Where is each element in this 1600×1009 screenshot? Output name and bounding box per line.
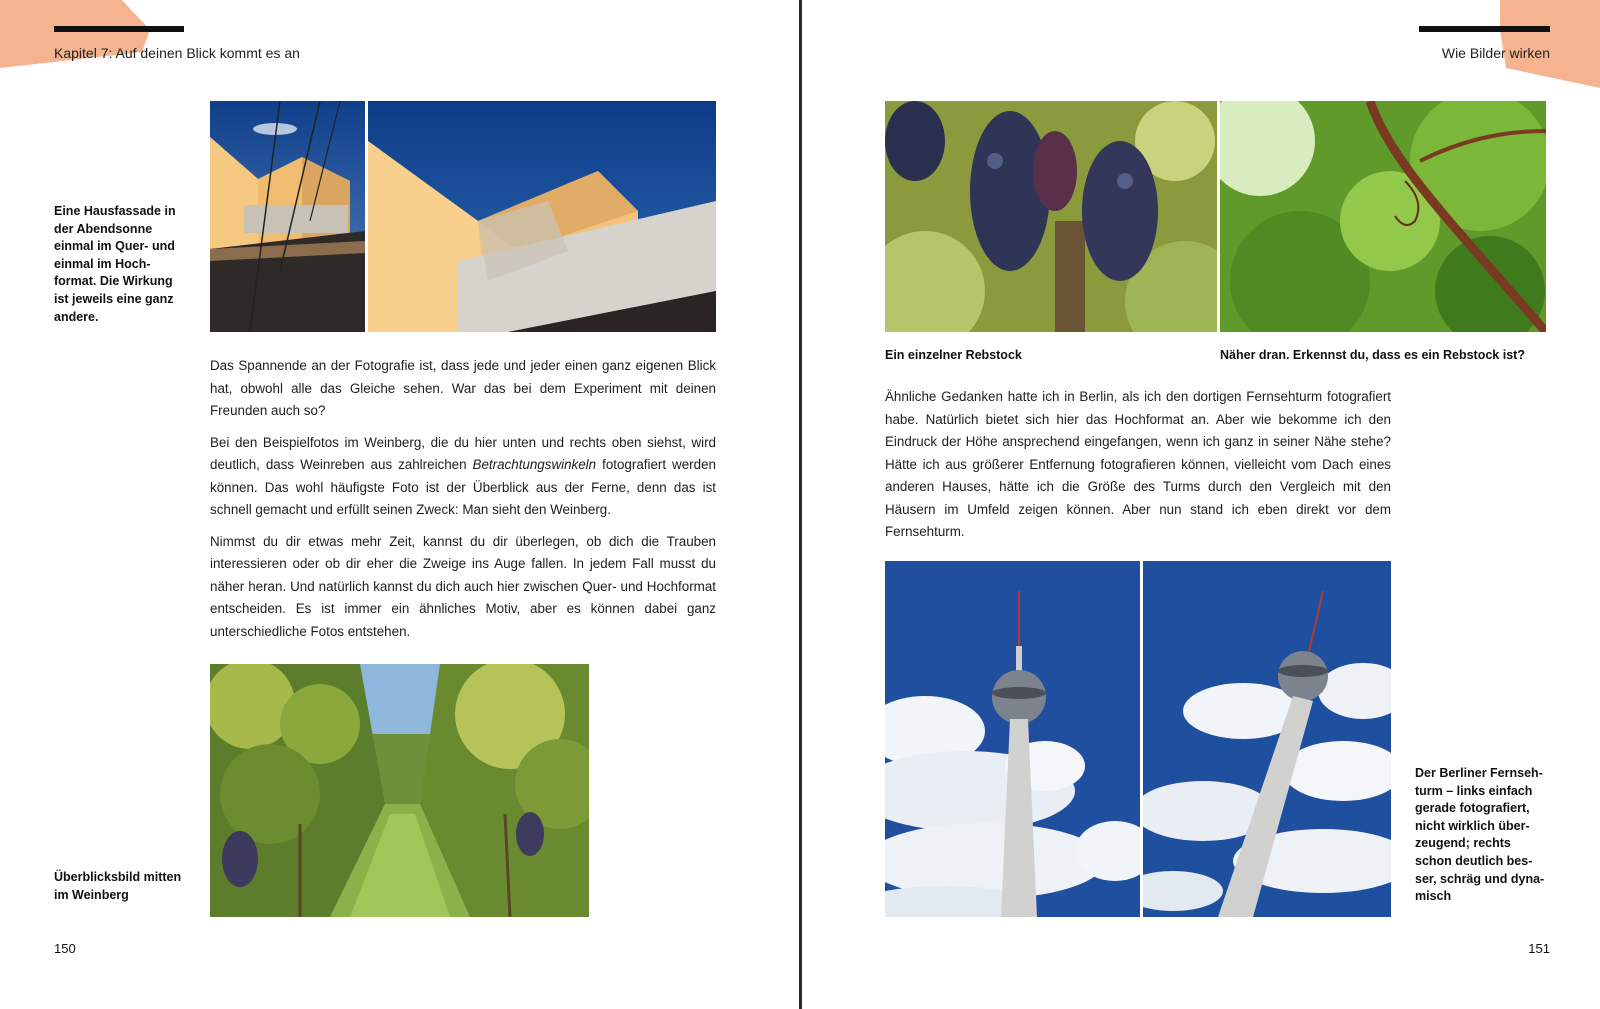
paragraph-1: Das Spannende an der Fotografie ist, dass jede und jeder einen ganz eigenen Blick hat, obwohl alle das Gleiche sehen. War das bei dem Experiment mit deinen Freunden auch so? (210, 358, 716, 418)
emphasis-term: Betrachtungswinkeln (472, 457, 597, 472)
paragraph-3: Nimmst du dir etwas mehr Zeit, kannst du dir überlegen, ob dich die Trauben interessieren oder ob dir eher die Zweige ins Auge fallen. In jedem Fall musst du näher heran. Und natürlich kannst du dich auch hier zwischen Quer- und Hochformat entscheiden. Es ist immer ein ähnliches Motiv, aber es können dabei ganz unterschiedliche Fotos entstehen. (210, 533, 716, 639)
photo-caption-facade: Eine Hausfassade in der Abendsonne einmal im Quer- und einmal im Hoch-format. Die Wirkung ist jeweils eine ganz andere. (54, 204, 176, 324)
tv-tower-straight-photo (885, 561, 1140, 917)
running-head: Kapitel 7: Auf deinen Blick kommt es an (54, 45, 300, 61)
paragraph-2-start: Bei den Beispielfotos im Weinberg, die du hier unten und rechts oben siehst, wird deutlich, dass Weinreben aus zahlreichen (210, 434, 716, 472)
grapevine-photo (885, 101, 1217, 332)
header-rule (54, 26, 184, 32)
body-text-left (210, 355, 716, 652)
photo-caption-tower: Der Berliner Fernseh-turm – links einfach gerade fotografiert, nicht wirklich über-zeugend; rechts schon deutlich bes-ser, schräg und dyna-misch (1415, 766, 1545, 904)
photo-caption-grapes: Ein einzelner Rebstock (885, 348, 1022, 362)
paragraph-2-end: fotografiert werden können. Das wohl häufigste Foto ist der Überblick aus der Ferne, denn das ist schnell gemacht und erfüllt seinen Zweck: Man sieht den Weinberg. (210, 457, 716, 517)
facade-landscape-photo (368, 101, 716, 332)
body-text-right (885, 386, 1391, 553)
paragraph-2 (210, 432, 716, 522)
page-number: 151 (1528, 941, 1550, 956)
photo-caption-vineyard: Überblicksbild mitten im Weinberg (54, 870, 182, 902)
photo-caption-vine-detail: Näher dran. Erkennst du, dass es ein Rebstock ist? (1220, 348, 1525, 362)
running-head: Wie Bilder wirken (1441, 45, 1550, 61)
tv-tower-tilted-photo (1143, 561, 1391, 917)
vineyard-overview-photo (210, 664, 589, 917)
corner-accent-shape (0, 0, 150, 75)
header-rule (1419, 26, 1550, 32)
facade-portrait-photo (210, 101, 365, 332)
page-number: 150 (54, 941, 76, 956)
paragraph-1: Ähnliche Gedanken hatte ich in Berlin, als ich den dortigen Fernsehturm fotografiert habe. Natürlich bietet sich hier das Hochformat an. Aber wie bekomme ich den Eindruck der Höhe ansprechend eingefangen, wenn ich ganz in seiner Nähe stehe? Hätte ich aus größerer Entfernung fotografieren können, vielleicht vom Dach eines anderen Hauses, hätte ich die Größe des Turms durch den Vergleich mit den Häusern im Umfeld zeigen können. Aber nun stand ich eben direkt vor dem Fernsehturm. (885, 389, 1391, 539)
right-page (802, 0, 1600, 1009)
vine-branch-closeup-photo (1220, 101, 1546, 332)
